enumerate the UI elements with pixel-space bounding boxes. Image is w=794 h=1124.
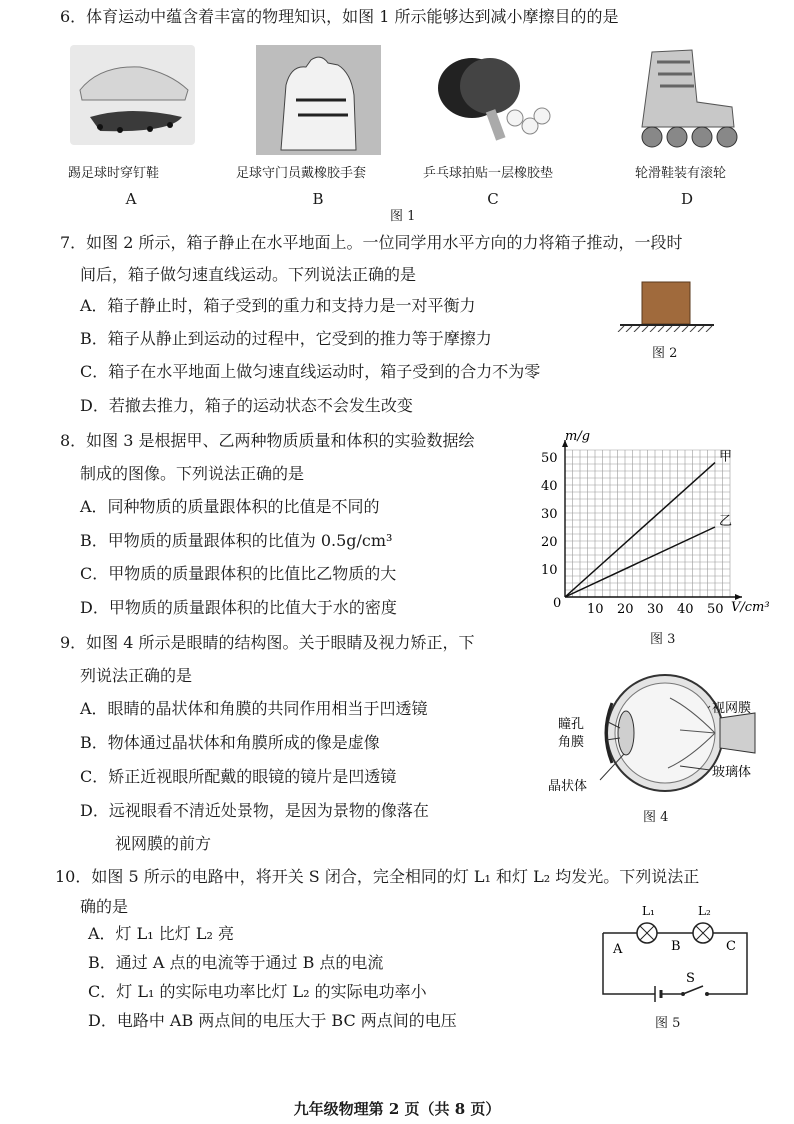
point-c-label: C bbox=[726, 939, 736, 954]
q7-option-b: B．箱子从静止到运动的过程中，它受到的推力等于摩擦力 bbox=[80, 329, 492, 348]
glove-icon bbox=[256, 45, 381, 155]
box bbox=[642, 282, 690, 324]
y-tick-label: 30 bbox=[541, 507, 558, 522]
x-tick-label: 20 bbox=[617, 602, 634, 617]
q7-stem-1: 7．如图 2 所示，箱子静止在水平地面上。一位同学用水平方向的力将箱子推动，一段时 bbox=[60, 233, 683, 252]
q9-stem-1: 9．如图 4 所示是眼睛的结构图。关于眼睛及视力矫正，下 bbox=[60, 633, 475, 652]
skate-photo bbox=[622, 42, 752, 152]
origin-label: 0 bbox=[553, 596, 562, 611]
q8-option-c: C．甲物质的质量跟体积的比值比乙物质的大 bbox=[80, 564, 397, 583]
cornea-label: 角膜 bbox=[558, 735, 585, 750]
page-footer: 九年级物理第 2 页（共 8 页） bbox=[293, 1100, 501, 1118]
q10-option-d: D．电路中 AB 两点间的电压大于 BC 两点间的电压 bbox=[88, 1011, 457, 1030]
x-tick-label: 50 bbox=[707, 602, 724, 617]
fig1-label: 图 1 bbox=[390, 209, 416, 224]
x-tick-label: 10 bbox=[587, 602, 604, 617]
paddle-icon bbox=[430, 48, 555, 148]
y-tick-label: 10 bbox=[541, 563, 558, 578]
vitreous-label: 玻璃体 bbox=[712, 765, 752, 780]
q6-letter-a: A bbox=[125, 190, 137, 208]
switch-label: S bbox=[686, 971, 695, 986]
point-b-label: B bbox=[671, 939, 681, 954]
switch-blade bbox=[683, 986, 703, 994]
x-tick-label: 40 bbox=[677, 602, 694, 617]
q7-option-c: C．箱子在水平地面上做匀速直线运动时，箱子受到的合力不为零 bbox=[80, 362, 541, 381]
q9-option-d-cont: 视网膜的前方 bbox=[115, 834, 212, 853]
q8-stem-1: 8．如图 3 是根据甲、乙两种物质质量和体积的实验数据绘 bbox=[60, 431, 475, 450]
box-figure bbox=[612, 280, 722, 332]
q9-stem-2: 列说法正确的是 bbox=[80, 666, 193, 685]
x-tick-label: 30 bbox=[647, 602, 664, 617]
skate-icon bbox=[622, 42, 752, 152]
ground-hatch bbox=[618, 326, 712, 332]
q8-option-b: B．甲物质的质量跟体积的比值为 0.5g/cm³ bbox=[80, 531, 393, 550]
q6-caption-b: 足球守门员戴橡胶手套 bbox=[236, 166, 367, 181]
fig3-label: 图 3 bbox=[650, 632, 676, 647]
lens bbox=[618, 711, 634, 755]
q10-option-b: B．通过 A 点的电流等于通过 B 点的电流 bbox=[88, 953, 384, 972]
retina-label: 视网膜 bbox=[712, 701, 752, 716]
q6-caption-c: 乒乓球拍贴一层橡胶垫 bbox=[423, 166, 554, 181]
q6-letter-c: C bbox=[487, 190, 499, 208]
switch-contact bbox=[705, 992, 709, 996]
q8-stem-2: 制成的图像。下列说法正确的是 bbox=[80, 464, 305, 483]
q9-option-a: A．眼睛的晶状体和角膜的共同作用相当于凹透镜 bbox=[80, 699, 428, 718]
lens-label: 晶状体 bbox=[548, 779, 588, 794]
y-tick-label: 50 bbox=[541, 451, 558, 466]
y-tick-label: 40 bbox=[541, 479, 558, 494]
q6-letter-b: B bbox=[312, 190, 324, 208]
shoe-photo bbox=[70, 45, 195, 145]
q8-option-a: A．同种物质的质量跟体积的比值是不同的 bbox=[80, 497, 380, 516]
series-label-2: 乙 bbox=[719, 514, 733, 529]
q10-stem-1: 10．如图 5 所示的电路中，将开关 S 闭合，完全相同的灯 L₁ 和灯 L₂ 均发光。下列说法正 bbox=[55, 867, 700, 886]
q7-option-a: A．箱子静止时，箱子受到的重力和支持力是一对平衡力 bbox=[80, 296, 476, 315]
x-axis-label: V/cm³ bbox=[731, 600, 770, 615]
q6-stem: 6．体育运动中蕴含着丰富的物理知识，如图 1 所示能够达到减小摩擦目的的是 bbox=[60, 7, 619, 26]
q7-stem-2: 间后，箱子做匀速直线运动。下列说法正确的是 bbox=[80, 265, 417, 284]
point-a-label: A bbox=[613, 942, 623, 957]
optic-nerve bbox=[720, 713, 755, 753]
y-axis-label: m/g bbox=[565, 429, 591, 444]
q9-option-d: D．远视眼看不清近处景物，是因为景物的像落在 bbox=[80, 801, 429, 820]
q6-caption-a: 踢足球时穿钉鞋 bbox=[68, 166, 160, 181]
q7-option-d: D．若撤去推力，箱子的运动状态不会发生改变 bbox=[80, 396, 413, 415]
l2-label: L₂ bbox=[698, 904, 711, 918]
q10-option-c: C．灯 L₁ 的实际电功率比灯 L₂ 的实际电功率小 bbox=[88, 982, 427, 1001]
series-label-1: 甲 bbox=[719, 449, 733, 465]
glove-photo bbox=[256, 45, 381, 155]
fig2-label: 图 2 bbox=[652, 346, 678, 361]
l1-label: L₁ bbox=[642, 904, 655, 918]
q6-letter-d: D bbox=[680, 190, 694, 208]
fig4-label: 图 4 bbox=[643, 810, 669, 825]
y-tick-label: 20 bbox=[541, 535, 558, 550]
q10-stem-2: 确的是 bbox=[80, 897, 129, 916]
shoe-icon bbox=[70, 45, 195, 145]
q10-option-a: A．灯 L₁ 比灯 L₂ 亮 bbox=[88, 924, 234, 943]
q6-caption-d: 轮滑鞋装有滚轮 bbox=[635, 166, 727, 181]
eye-diagram bbox=[540, 668, 780, 804]
paddle-photo bbox=[430, 48, 555, 148]
circuit-diagram bbox=[595, 898, 760, 1003]
q9-option-b: B．物体通过晶状体和角膜所成的像是虚像 bbox=[80, 733, 380, 752]
pupil-label: 瞳孔 bbox=[558, 717, 585, 732]
chart-series bbox=[565, 450, 732, 597]
q9-option-c: C．矫正近视眼所配戴的眼镜的镜片是凹透镜 bbox=[80, 767, 397, 786]
q8-option-d: D．甲物质的质量跟体积的比值大于水的密度 bbox=[80, 598, 397, 617]
mass-volume-chart bbox=[535, 425, 790, 625]
fig5-label: 图 5 bbox=[655, 1016, 681, 1031]
